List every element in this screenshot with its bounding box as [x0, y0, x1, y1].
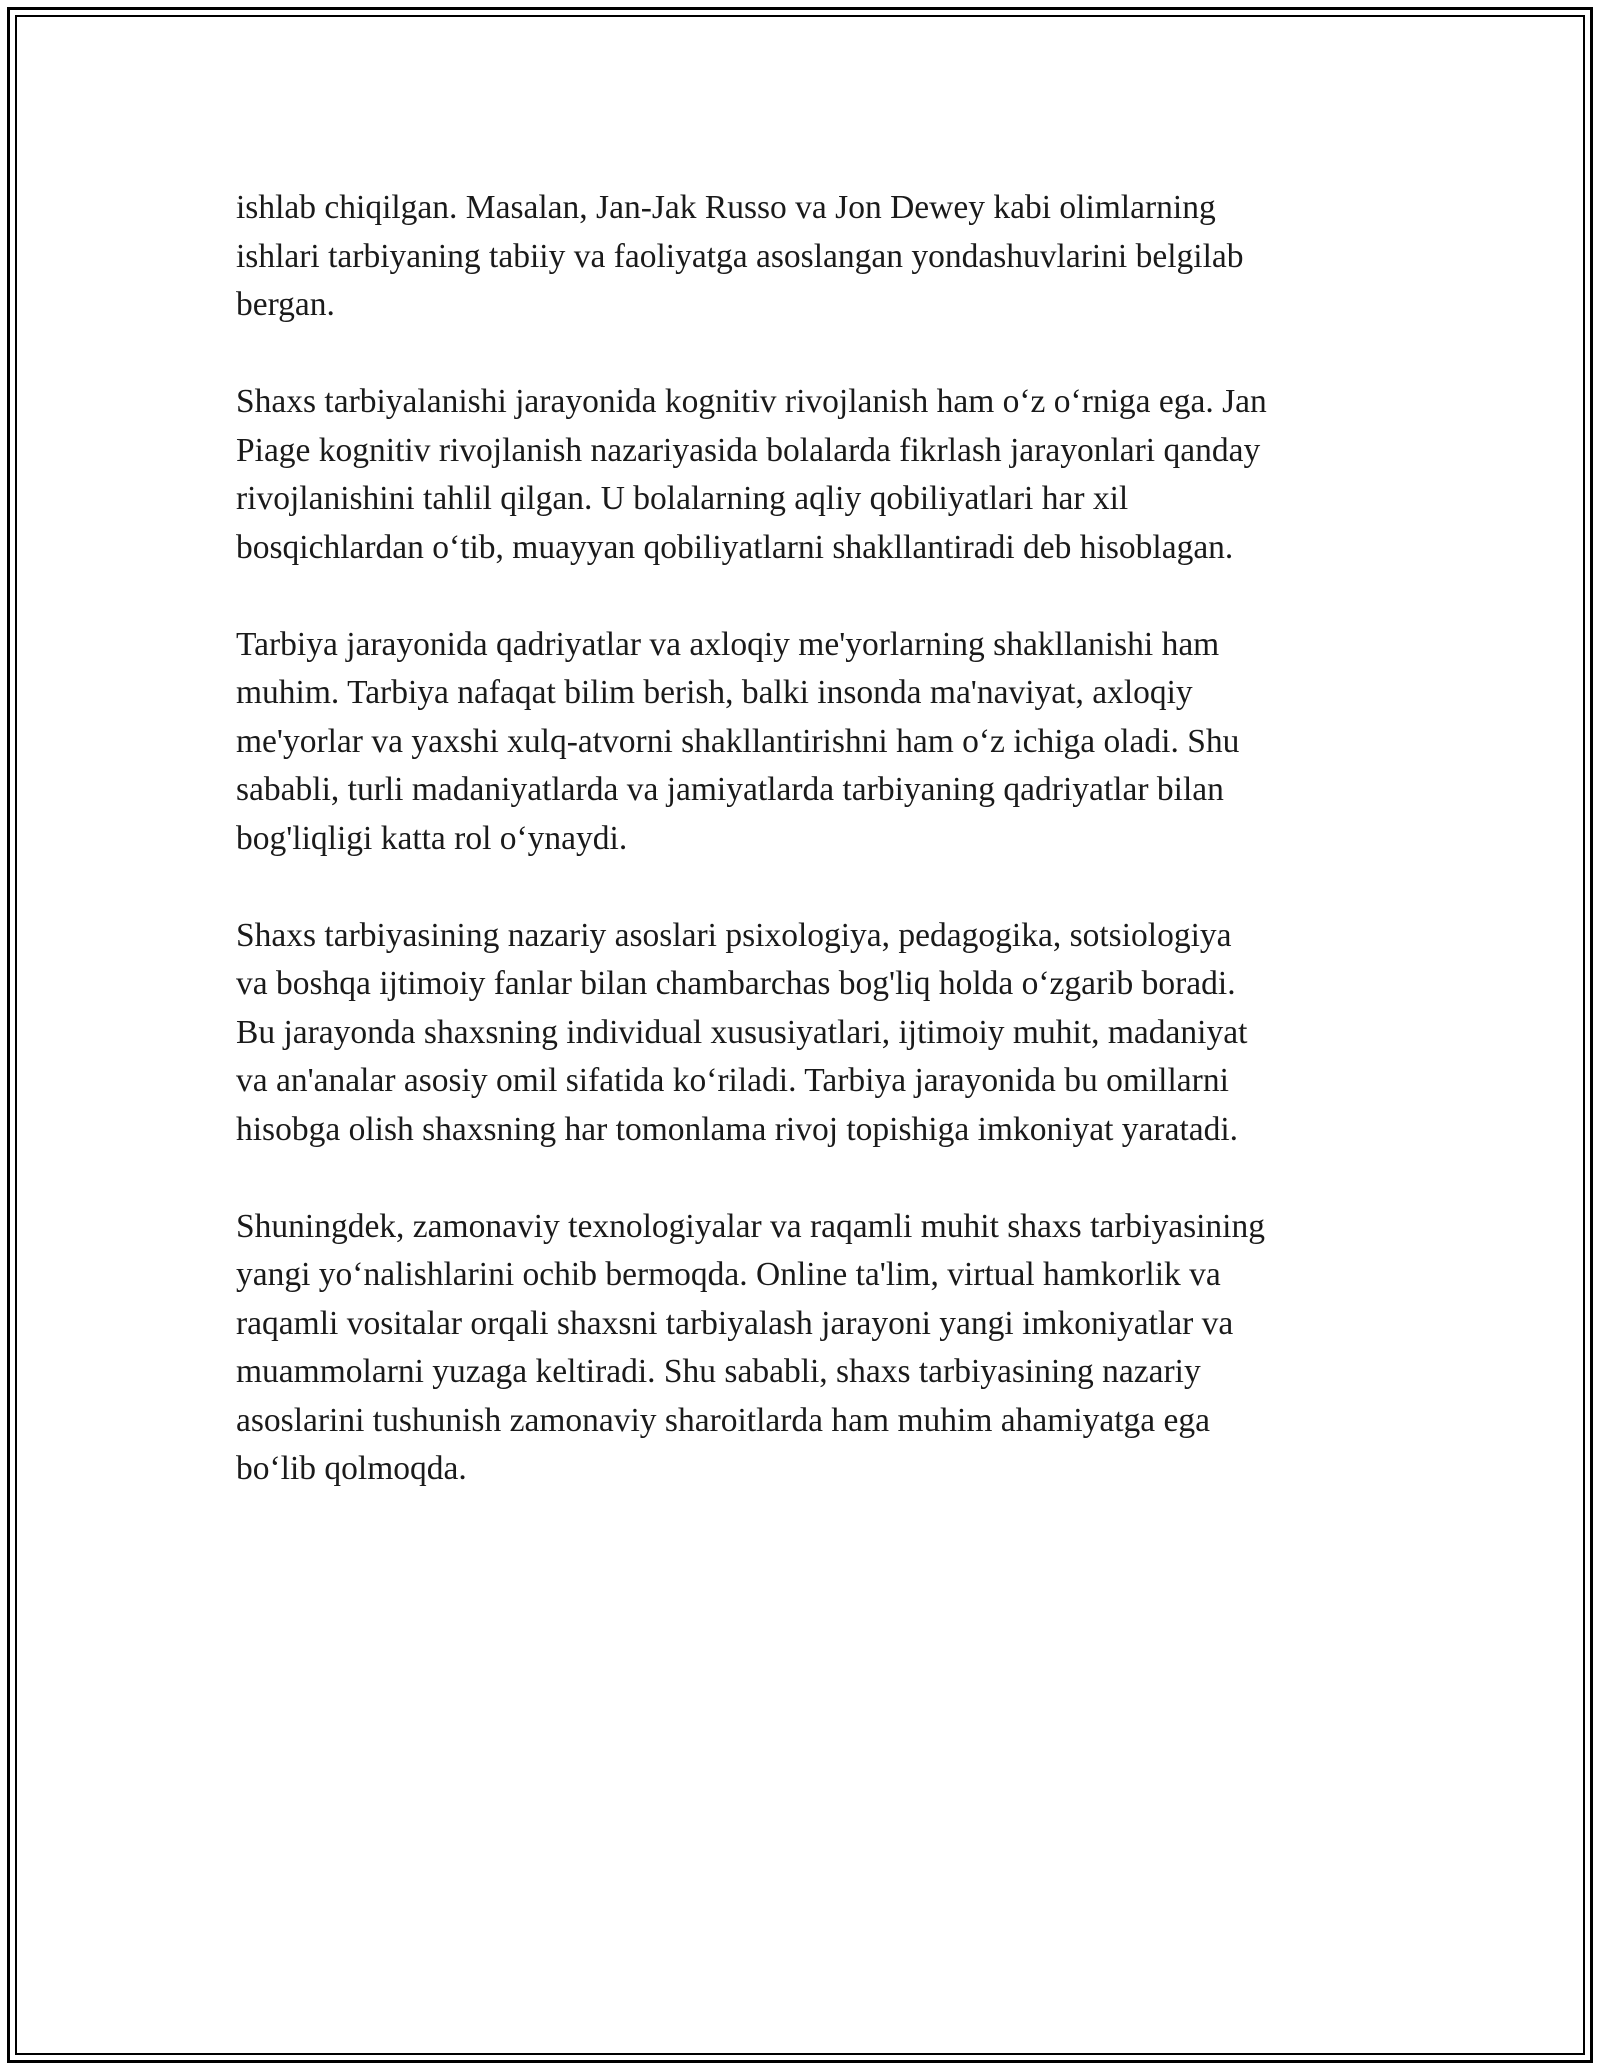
text-line: sababli, turli madaniyatlarda va jamiyatlarda tarbiyaning qadriyatlar bilan [236, 771, 1224, 808]
text-line: Bu jarayonda shaxsning individual xususiyatlari, ijtimoiy muhit, madaniyat [236, 1013, 1248, 1051]
text-line: muammolarni yuzaga keltiradi. Shu sababli, shaxs tarbiyasining nazariy [236, 1353, 1201, 1390]
paragraph [236, 912, 1376, 1155]
text-line: yangi yo‘nalishlarini ochib bermoqda. Online ta'lim, virtual hamkorlik va [236, 1256, 1221, 1293]
text-line: asoslarini tushunish zamonaviy sharoitlarda ham muhim ahamiyatga ega [236, 1401, 1211, 1439]
text-line: va an'analar asosiy omil sifatida ko‘riladi. Tarbiya jarayonida bu omillarni [236, 1062, 1229, 1099]
text-line: ishlab chiqilgan. Masalan, Jan-Jak Russo va Jon Dewey kabi olimlarning [236, 189, 1216, 226]
paragraph [236, 1203, 1376, 1494]
text-line: va boshqa ijtimoiy fanlar bilan chambarchas bog'liq holda o‘zgarib boradi. [236, 965, 1236, 1002]
text-line: me'yorlar va yaxshi xulq-atvorni shakllantirishni ham o‘z ichiga oladi. Shu [236, 722, 1240, 760]
paragraph [236, 184, 1376, 330]
text-line: hisobga olish shaxsning har tomonlama rivoj topishiga imkoniyat yaratadi. [236, 1110, 1239, 1148]
text-line: bergan. [236, 286, 335, 323]
text-line: Shuningdek, zamonaviy texnologiyalar va raqamli muhit shaxs tarbiyasining [236, 1207, 1265, 1245]
paragraph [236, 378, 1376, 572]
text-line: ishlari tarbiyaning tabiiy va faoliyatga asoslangan yondashuvlarini belgilab [236, 237, 1244, 275]
text-line: Shaxs tarbiyalanishi jarayonida kognitiv rivojlanish ham o‘z o‘rniga ega. Jan [236, 383, 1267, 420]
document-body [236, 184, 1376, 1542]
text-line: bosqichlardan o‘tib, muayyan qobiliyatlarni shakllantiradi deb hisoblagan. [236, 528, 1234, 566]
text-line: bo‘lib qolmoqda. [236, 1450, 467, 1487]
text-line: rivojlanishini tahlil qilgan. U bolalarning aqliy qobiliyatlari har xil [236, 480, 1129, 517]
text-line: muhim. Tarbiya nafaqat bilim berish, balki insonda ma'naviyat, axloqiy [236, 674, 1193, 711]
paragraph [236, 621, 1376, 864]
text-line: Shaxs tarbiyasining nazariy asoslari psixologiya, pedagogika, sotsiologiya [236, 916, 1232, 954]
text-line: bog'liqligi katta rol o‘ynaydi. [236, 819, 628, 857]
text-line: Piage kognitiv rivojlanish nazariyasida bolalarda fikrlash jarayonlari qanday [236, 431, 1261, 469]
text-line: Tarbiya jarayonida qadriyatlar va axloqiy me'yorlarning shakllanishi ham [236, 625, 1220, 663]
text-line: raqamli vositalar orqali shaxsni tarbiyalash jarayoni yangi imkoniyatlar va [236, 1304, 1234, 1342]
